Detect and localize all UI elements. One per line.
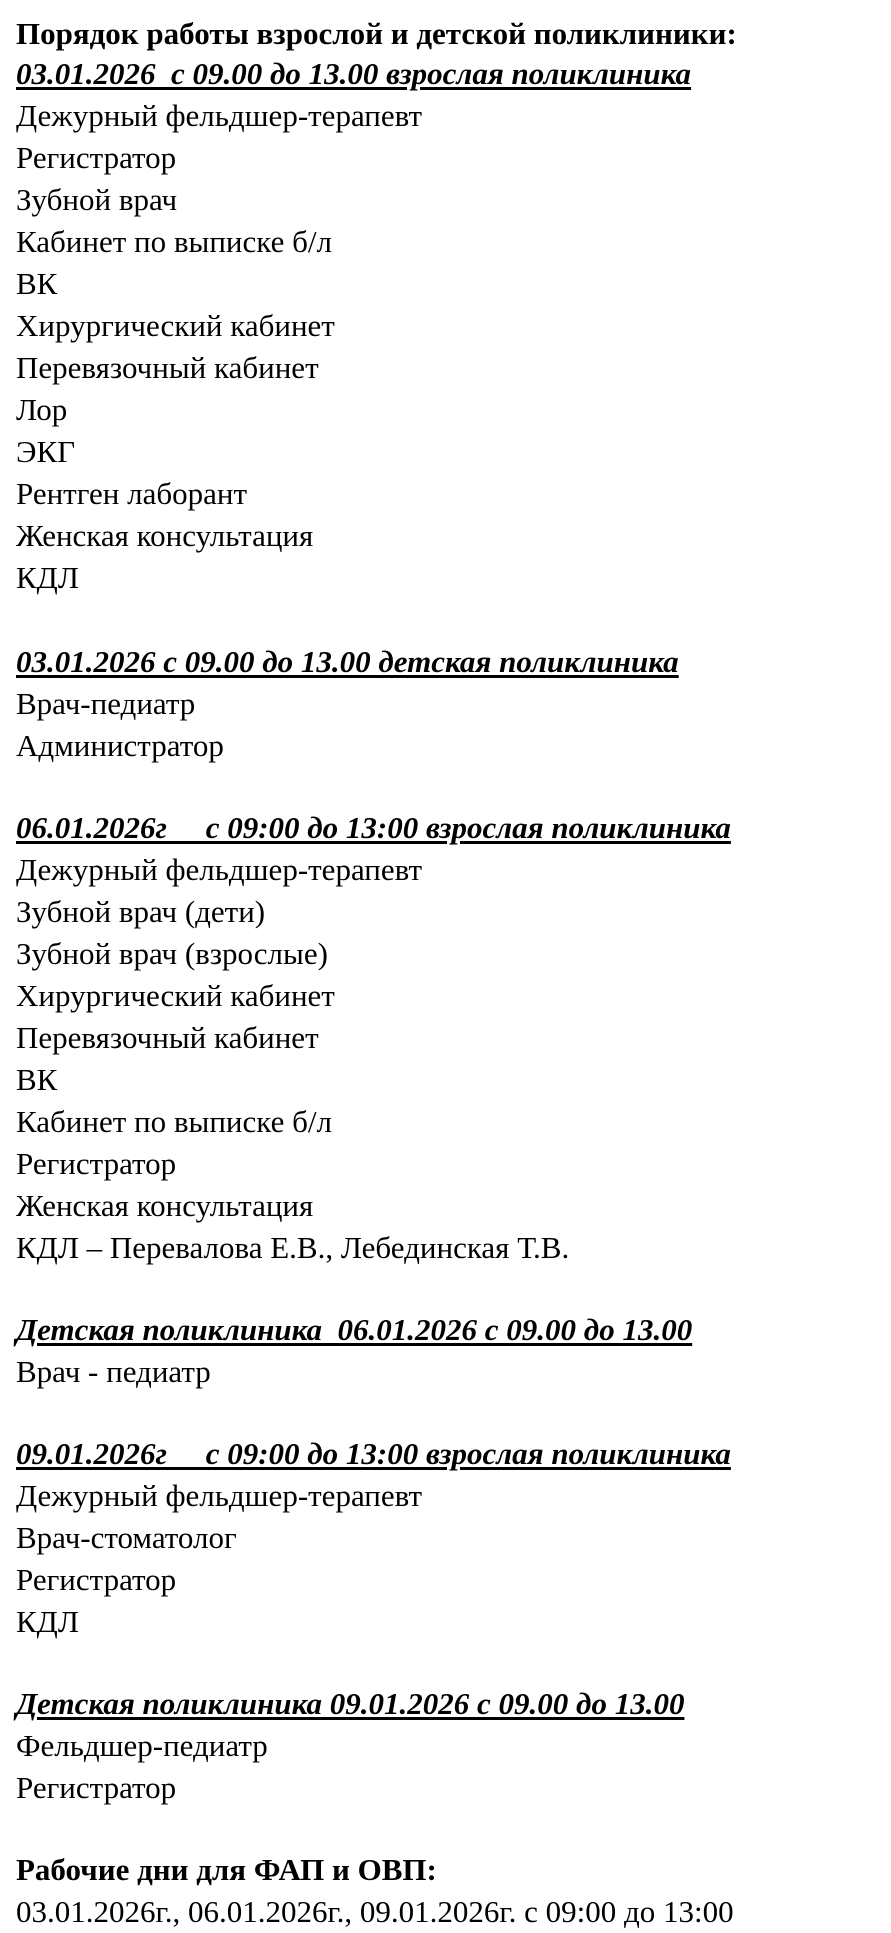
section-adult-0301 bbox=[16, 53, 886, 599]
list-item: Перевязочный кабинет bbox=[16, 1020, 319, 1055]
list-item: Рентген лаборант bbox=[16, 476, 248, 511]
list-item: Кабинет по выписке б/л bbox=[16, 224, 332, 259]
list-item: КДЛ – Перевалова Е.В., Лебединская Т.В. bbox=[16, 1230, 570, 1265]
list-item: Регистратор bbox=[16, 1770, 177, 1805]
section-heading: 03.01.2026 с 09.00 до 13.00 детская поликлиника bbox=[16, 644, 679, 679]
footer-text: 03.01.2026г., 06.01.2026г., 09.01.2026г. с 09:00 до 13:00 bbox=[16, 1894, 734, 1929]
list-item: Хирургический кабинет bbox=[16, 308, 335, 343]
footer-working-days bbox=[16, 1849, 886, 1933]
footer-title: Рабочие дни для ФАП и ОВП: bbox=[16, 1852, 437, 1887]
list-item: Администратор bbox=[16, 728, 224, 763]
list-item: Дежурный фельдшер-терапевт bbox=[16, 1478, 423, 1513]
list-item: Фельдшер-педиатр bbox=[16, 1728, 268, 1763]
section-heading: 09.01.2026г с 09:00 до 13:00 взрослая поликлиника bbox=[16, 1436, 731, 1471]
section-heading: Детская поликлиника 06.01.2026 с 09.00 до 13.00 bbox=[16, 1312, 693, 1347]
section-heading: Детская поликлиника 09.01.2026 с 09.00 до 13.00 bbox=[16, 1686, 685, 1721]
section-heading: 06.01.2026г с 09:00 до 13:00 взрослая поликлиника bbox=[16, 810, 731, 845]
list-item: Дежурный фельдшер-терапевт bbox=[16, 98, 423, 133]
section-heading: 03.01.2026 с 09.00 до 13.00 взрослая поликлиника bbox=[16, 56, 692, 91]
list-item: ВК bbox=[16, 266, 58, 301]
list-item: Хирургический кабинет bbox=[16, 978, 335, 1013]
section-children-0301 bbox=[16, 641, 886, 767]
list-item: ВК bbox=[16, 1062, 58, 1097]
list-item: Перевязочный кабинет bbox=[16, 350, 319, 385]
list-item: Зубной врач bbox=[16, 182, 178, 217]
list-item: Кабинет по выписке б/л bbox=[16, 1104, 332, 1139]
section-children-0601 bbox=[16, 1309, 886, 1393]
list-item: Регистратор bbox=[16, 140, 177, 175]
list-item: ЭКГ bbox=[16, 434, 76, 469]
list-item: Зубной врач (взрослые) bbox=[16, 936, 328, 971]
list-item: КДЛ bbox=[16, 560, 79, 595]
list-item: КДЛ bbox=[16, 1604, 79, 1639]
section-adult-0601 bbox=[16, 807, 886, 1269]
list-item: Женская консультация bbox=[16, 518, 314, 553]
document-page bbox=[16, 14, 886, 1933]
list-item: Врач-стоматолог bbox=[16, 1520, 237, 1555]
list-item: Регистратор bbox=[16, 1562, 177, 1597]
list-item: Зубной врач (дети) bbox=[16, 894, 266, 929]
list-item: Дежурный фельдшер-терапевт bbox=[16, 852, 423, 887]
list-item: Женская консультация bbox=[16, 1188, 314, 1223]
list-item: Лор bbox=[16, 392, 68, 427]
list-item: Врач-педиатр bbox=[16, 686, 196, 721]
list-item: Регистратор bbox=[16, 1146, 177, 1181]
section-adult-0901 bbox=[16, 1433, 886, 1643]
document-title: Порядок работы взрослой и детской поликлиники: bbox=[16, 16, 737, 51]
list-item: Врач - педиатр bbox=[16, 1354, 211, 1389]
section-children-0901 bbox=[16, 1683, 886, 1809]
